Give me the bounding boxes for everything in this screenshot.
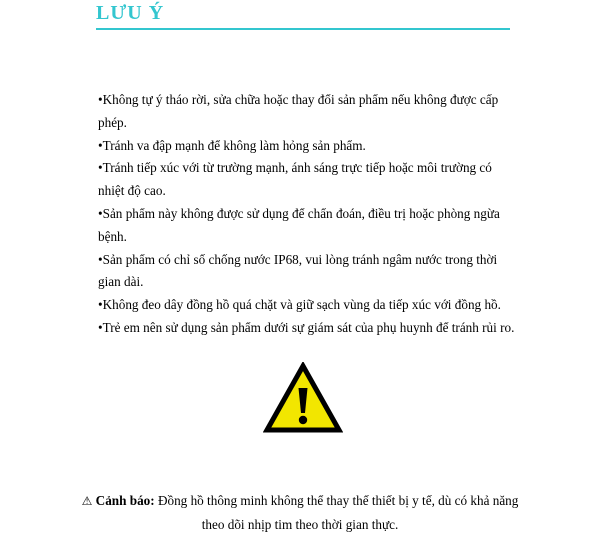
warning-triangle-icon xyxy=(263,362,343,434)
note-item: •Không đeo dây đồng hồ quá chặt và giữ sạch vùng da tiếp xúc với đồng hồ. xyxy=(98,297,501,313)
caution-text: Đồng hồ thông minh không thể thay thế thiết bị y tế, dù có khả năng theo dõi nhịp tim theo thời gian thực. xyxy=(157,493,519,532)
note-item: •Không tự ý tháo rời, sửa chữa hoặc thay đổi sản phẩm nếu không được cấp phép. xyxy=(98,92,499,130)
note-item: •Tránh va đập mạnh để không làm hỏng sản phẩm. xyxy=(98,137,366,153)
section-title: LƯU Ý xyxy=(96,2,165,24)
notes-list xyxy=(98,89,518,340)
caution-note xyxy=(80,489,520,537)
caution-icon: ⚠ xyxy=(81,494,93,508)
note-item: •Trẻ em nên sử dụng sản phẩm dưới sự giám sát của phụ huynh để tránh rủi ro. xyxy=(98,319,515,335)
note-item: •Sản phẩm có chỉ số chống nước IP68, vui lòng tránh ngâm nước trong thời gian dài. xyxy=(98,251,498,290)
caution-label: Cảnh báo: xyxy=(95,493,155,508)
title-underline xyxy=(96,28,510,30)
exclamation-dot xyxy=(299,416,307,424)
note-item: •Tránh tiếp xúc với từ trường mạnh, ánh sáng trực tiếp hoặc môi trường có nhiệt độ cao. xyxy=(98,160,492,199)
note-item: •Sản phẩm này không được sử dụng để chẩn đoán, điều trị hoặc phòng ngừa bệnh. xyxy=(98,205,500,244)
